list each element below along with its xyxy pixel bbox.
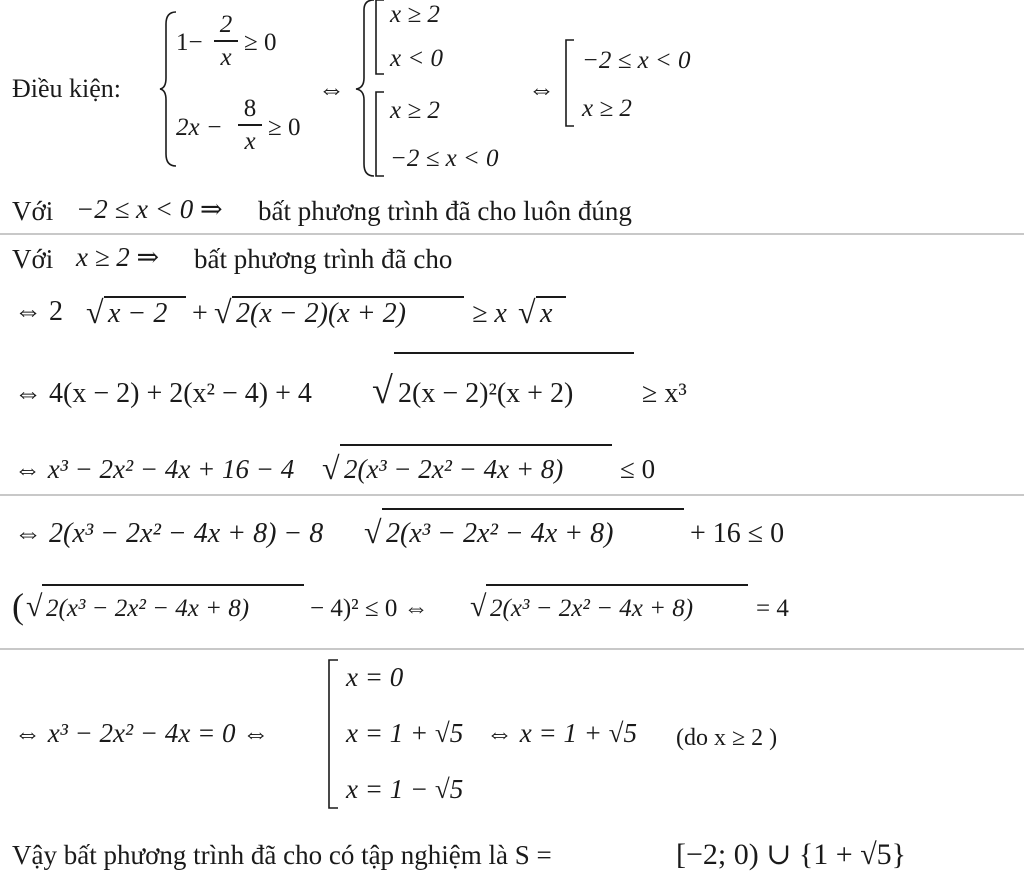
left-bracket-icon xyxy=(374,0,386,76)
step5-mid: − 4)² ≤ 0 ⇔ xyxy=(310,595,429,622)
divider xyxy=(0,648,1024,650)
sqrt-icon: √ xyxy=(518,294,536,330)
step3-radicand: 2(x³ − 2x² − 4x + 8) xyxy=(344,454,564,484)
case2-prefix: Với xyxy=(12,244,54,274)
step3-tail: ≤ 0 xyxy=(620,454,656,484)
step2-lead: ⇔ 4(x − 2) + 2(x² − 4) + 4 xyxy=(14,378,312,409)
sqrt-icon: √ xyxy=(322,450,340,486)
mid-case-3: x ≥ 2 xyxy=(390,97,440,124)
sqrt-icon: √ xyxy=(364,514,382,550)
step6-note: (do x ≥ 2 ) xyxy=(676,725,778,751)
cond-row2-num: 8 xyxy=(243,95,257,122)
sqrt-bar xyxy=(394,352,634,354)
step1-radicand3: x xyxy=(540,298,553,329)
cond-row1-b: ≥ 0 xyxy=(244,29,277,56)
step5-radicand2: 2(x³ − 2x² − 4x + 8) xyxy=(490,595,694,622)
step6-case-1: x = 0 xyxy=(346,662,404,692)
case2-text: bất phương trình đã cho xyxy=(194,244,453,274)
sqrt-icon: √ xyxy=(86,294,104,330)
step1-tail: ≥ x xyxy=(472,298,507,329)
sqrt-bar xyxy=(486,584,748,586)
sqrt-icon: √ xyxy=(214,294,232,330)
step6-equiv: ⇔ x = 1 + √5 xyxy=(486,718,637,748)
conclusion-text: Vậy bất phương trình đã cho có tập nghiệm là S = xyxy=(12,840,552,870)
mid-case-1: x ≥ 2 xyxy=(390,1,440,28)
cond-row1-a: 1− xyxy=(176,29,203,56)
mid-case-4: −2 ≤ x < 0 xyxy=(390,145,499,172)
step6-lead: ⇔ x³ − 2x² − 4x = 0 ⇔ xyxy=(14,718,270,748)
divider xyxy=(0,494,1024,496)
case1-prefix: Với xyxy=(12,196,54,226)
divider xyxy=(0,233,1024,235)
result-case-1: −2 ≤ x < 0 xyxy=(582,47,691,74)
step1-mid: + xyxy=(192,298,208,329)
sqrt-icon: √ xyxy=(372,370,393,412)
step4-lead: ⇔ 2(x³ − 2x² − 4x + 8) − 8 xyxy=(14,518,324,549)
cond-row1-fraction xyxy=(214,12,238,70)
step3-lead: ⇔ x³ − 2x² − 4x + 16 − 4 xyxy=(14,454,295,484)
sqrt-icon: √ xyxy=(26,590,43,623)
sqrt-icon: √ xyxy=(470,590,487,623)
step4-radicand: 2(x³ − 2x² − 4x + 8) xyxy=(386,518,614,549)
step6-case-2: x = 1 + √5 xyxy=(346,718,464,748)
case1-math: −2 ≤ x < 0 ⇒ xyxy=(76,194,223,224)
result-case-2: x ≥ 2 xyxy=(582,95,632,122)
cond-row2-den: x xyxy=(244,127,256,155)
cond-row1-den: x xyxy=(220,43,232,71)
step5-radicand1: 2(x³ − 2x² − 4x + 8) xyxy=(46,595,250,622)
step2-tail: ≥ x³ xyxy=(642,378,687,409)
cond-row2-b: ≥ 0 xyxy=(268,114,301,141)
condition-label: Điều kiện: xyxy=(12,74,122,103)
solution-set: [−2; 0) ∪ {1 + √5} xyxy=(676,838,907,871)
cond-row2-a: 2x − xyxy=(176,114,223,141)
equiv-arrow-1: ⇔ xyxy=(318,74,345,104)
step5-tail: = 4 xyxy=(756,595,789,622)
case2-math: x ≥ 2 ⇒ xyxy=(76,242,160,272)
step1-radicand2: 2(x − 2)(x + 2) xyxy=(236,298,406,329)
step1-lead: ⇔ 2 xyxy=(14,296,63,327)
step2-radicand: 2(x − 2)²(x + 2) xyxy=(398,378,574,409)
mid-case-2: x < 0 xyxy=(390,45,443,72)
step6-case-3: x = 1 − √5 xyxy=(346,774,464,804)
left-bracket-icon xyxy=(326,660,340,810)
step1-radicand1: x − 2 xyxy=(108,298,168,329)
step4-tail: + 16 ≤ 0 xyxy=(690,518,785,549)
sqrt-bar xyxy=(340,444,612,446)
cond-row1-num: 2 xyxy=(219,11,233,38)
step5-open: ( xyxy=(12,586,24,626)
cond-row2-fraction xyxy=(238,96,262,154)
left-bracket-icon xyxy=(564,40,576,128)
left-bracket-icon xyxy=(374,92,386,178)
sqrt-bar xyxy=(382,508,684,510)
case1-text: bất phương trình đã cho luôn đúng xyxy=(258,196,632,226)
sqrt-bar xyxy=(42,584,304,586)
equiv-arrow-2: ⇔ xyxy=(528,74,555,104)
